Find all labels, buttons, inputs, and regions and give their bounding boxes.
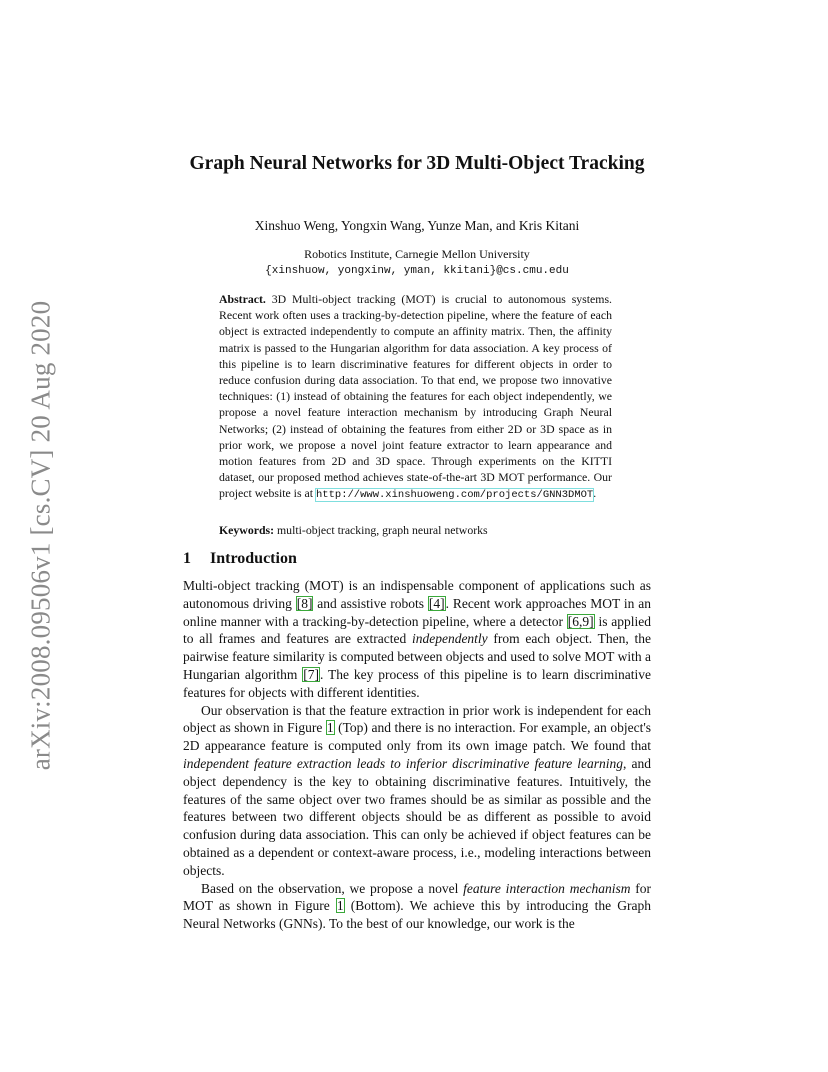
abstract-text: 3D Multi-object tracking (MOT) is crucial to autonomous systems. Recent work often uses a tracking-by-detection pipeline, where the feature of each object is extracted independently to compute an affinity matrix. Then, the affinity matrix is passed to the Hungarian algorithm for data association. A key process of this pipeline is to learn discriminative features for different objects in order to reduce confusion during data association. To that end, we propose two innovative techniques: (1) instead of obtaining the features for each object independently, we propose a novel feature interaction mechanism by introducing Graph Neural Networks; (2) instead of obtaining the features from either 2D or 3D space as in prior work, we propose a novel joint feature extractor to learn appearance and motion features from 2D and 3D space. Through experiments on the KITTI dataset, our proposed method achieves state-of-the-art 3D MOT performance. Our project website is at: [219, 292, 613, 501]
text-span: and assistive robots: [313, 595, 428, 611]
text-span: (Top) and there is no interaction. For example, an object's 2D appearance feature is computed only from its own image patch. We found that: [183, 720, 651, 754]
emphasis: independently: [411, 631, 488, 647]
text-span: (Bottom). We achieve this by introducing the Graph Neural Networks (GNNs). To the best of our knowledge, our work is the: [183, 898, 651, 932]
keywords-label: Keywords:: [219, 523, 275, 537]
text-span: from each object. Then, the pairwise feature similarity is computed between objects and used to solve MOT with a Hungarian algorithm: [183, 631, 651, 682]
arxiv-id-stamp: arXiv:2008.09506v1 [cs.CV] 20 Aug 2020: [25, 300, 56, 770]
text-span: Multi-object tracking (MOT) is an indispensable component of applications such as autonomous driving: [183, 578, 651, 611]
abstract-label: Abstract.: [219, 292, 266, 306]
emphasis: independent feature extraction leads to inferior discriminative feature learning: [183, 755, 624, 771]
paragraph-1: [183, 577, 651, 702]
citation-link[interactable]: [7]: [303, 666, 320, 682]
paper-authors: Xinshuo Weng, Yongxin Wang, Yunze Man, and Kris Kitani: [254, 218, 580, 233]
citation-link[interactable]: [6,9]: [567, 613, 594, 629]
text-span: . Recent work approaches MOT in an online manner with a tracking-by-detection pipeline, where a detector: [183, 595, 651, 629]
emphasis: feature interaction mechanism: [463, 880, 631, 896]
citation-link[interactable]: [8]: [296, 595, 313, 611]
abstract: [219, 291, 612, 504]
author-emails: {xinshuow, yongxinw, yman, kkitani}@cs.cmu.edu: [265, 265, 569, 277]
text-span: . The key process of this pipeline is to learn discriminative features for objects with different identities.: [183, 666, 651, 700]
figure-link[interactable]: 1: [336, 898, 344, 914]
text-span: is applied to all frames and features are extracted: [183, 613, 651, 647]
section-number: 1: [183, 550, 191, 567]
affiliation: Robotics Institute, Carnegie Mellon University: [304, 247, 530, 261]
keywords-text: multi-object tracking, graph neural networks: [277, 523, 488, 537]
section-title: Introduction: [210, 550, 297, 567]
paragraph-3: [183, 880, 651, 933]
arxiv-sidebar: [18, 300, 64, 770]
paper-title: Graph Neural Networks for 3D Multi-Object Tracking: [189, 153, 645, 174]
citation-link[interactable]: [4]: [428, 595, 445, 611]
project-website-link[interactable]: http://www.xinshuoweng.com/projects/GNN3DMOT: [315, 489, 594, 502]
section-heading: [183, 549, 297, 569]
keywords: [219, 522, 612, 538]
abstract-end: .: [593, 486, 597, 501]
body-text: [183, 577, 651, 933]
text-span: Our observation is that the feature extraction in prior work is independent for each object as shown in Figure: [183, 702, 651, 736]
affiliation-block: [183, 246, 651, 280]
figure-link[interactable]: 1: [326, 720, 334, 736]
text-span: for MOT as shown in Figure: [183, 880, 652, 914]
paragraph-2: [183, 702, 651, 880]
text-span: , and object dependency is the key to obtaining discriminative features. Intuitively, the features of the same object over two frames should be as similar as possible and the features between two different objects should be as different as possible to avoid confusion during data association. This can only be achieved if object features can be obtained as a dependent or context-aware process, i.e., modeling interactions between objects.: [183, 755, 651, 878]
text-span: Based on the observation, we propose a novel: [201, 880, 464, 896]
